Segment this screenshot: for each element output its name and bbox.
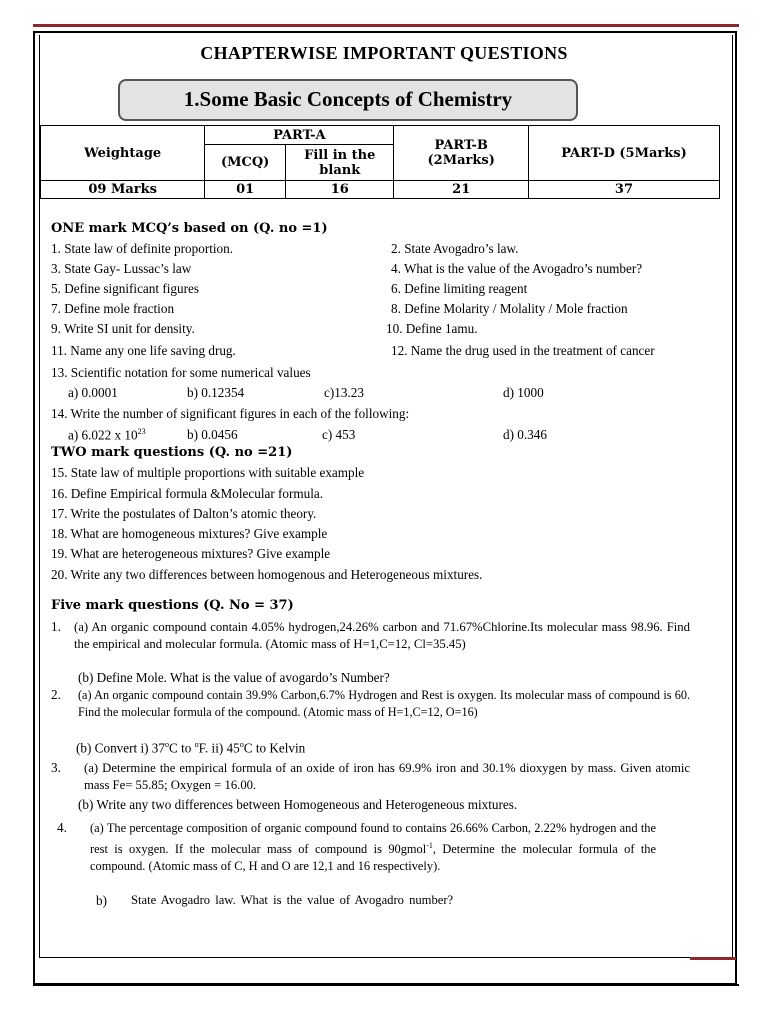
q13-option: a) 0.0001 (68, 385, 118, 400)
q14-option-a-base: a) 6.022 x 10 (68, 427, 138, 443)
mcq-item: 1. State law of definite proportion. (51, 241, 234, 256)
q3a-text: (a) Determine the empirical formula of an oxide of iron has 69.9% iron and 30.1% dioxygen by mass. Given atomic mass Fe= 55.85; Oxygen = 16.00. (84, 761, 690, 792)
mcq-item: 2. State Avogadro’s law. (391, 241, 519, 256)
five-mark-q4b-label: b) (96, 893, 107, 908)
mcq-item: 6. Define limiting reagent (391, 281, 528, 296)
q2b-text-1: (b) Convert i) 37 (76, 740, 165, 756)
part-a-header: PART-A (205, 126, 394, 145)
fill-blank-line1: Fill in the (304, 147, 376, 163)
q4a-text-2: , Determine the molecular formula of the compound. (Atomic mass of C, H and O are 12,1 and 16 respectively). (90, 842, 656, 874)
fill-blank-line2: blank (319, 162, 361, 178)
q14-option: c) 453 (322, 427, 356, 442)
chapter-title-box (118, 79, 578, 121)
part-b-question-no: 21 (394, 181, 528, 199)
part-d-question-no: 37 (528, 181, 719, 199)
five-mark-number: 2. (51, 687, 61, 702)
two-mark-item: 15. State law of multiple proportions with suitable example (51, 465, 365, 480)
five-mark-number: 1. (51, 619, 61, 634)
mcq-item: 4. What is the value of the Avogadro’s number? (391, 261, 643, 276)
q14-option: d) 0.346 (503, 427, 547, 442)
mcq-item: 5. Define significant figures (51, 281, 199, 296)
part-b-title: PART-B (434, 138, 488, 153)
page-title: CHAPTERWISE IMPORTANT QUESTIONS (200, 43, 568, 63)
mcq-item: 3. State Gay- Lussac’s law (51, 261, 192, 276)
fill-blank-header (286, 145, 394, 181)
weightage-table (40, 125, 720, 199)
five-mark-q2a (78, 687, 690, 721)
five-mark-q1a (74, 619, 690, 653)
part-b-subtitle: (2Marks) (427, 153, 495, 168)
q13-option: c)13.23 (324, 385, 364, 400)
degree-sign: o (165, 740, 169, 749)
mcq-item: 11. Name any one life saving drug. (51, 343, 236, 358)
footer-accent-rule (690, 957, 736, 960)
mcq-header: (MCQ) (205, 145, 286, 181)
mcq-item-14: 14. Write the number of significant figures in each of the following: (51, 406, 410, 421)
two-mark-item: 16. Define Empirical formula &Molecular formula. (51, 486, 324, 501)
mcq-item: 10. Define 1amu. (386, 321, 478, 336)
q2b-text-4: C to Kelvin (243, 740, 306, 756)
q14-option-a-exponent: 23 (137, 427, 146, 436)
one-mark-heading: ONE mark MCQ’s based on (Q. no =1) (51, 221, 328, 236)
mcq-question-no: 01 (205, 181, 286, 199)
mcq-item-13: 13. Scientific notation for some numerical values (51, 365, 311, 380)
q14-option (68, 427, 146, 443)
total-marks: 09 Marks (41, 181, 205, 199)
q2b-text-3: F. ii) 45 (198, 740, 240, 756)
mcq-item: 7. Define mole fraction (51, 301, 175, 316)
fill-question-no: 16 (286, 181, 394, 199)
mcq-item: 12. Name the drug used in the treatment of cancer (391, 343, 655, 358)
five-mark-q4b: State Avogadro law. What is the value of Avogadro number? (131, 893, 454, 907)
two-mark-item: 18. What are homogeneous mixtures? Give example (51, 526, 328, 541)
q2a-text: (a) An organic compound contain 39.9% Carbon,6.7% Hydrogen and Rest is oxygen. Its molecular mass of compound is 60. Find the molecular formula of the compound. (Atomic mass of H=1,C=12, O=16) (78, 688, 690, 719)
mcq-item: 9. Write SI unit for density. (51, 321, 195, 336)
two-mark-item: 20. Write any two differences between homogenous and Heterogeneous mixtures. (51, 567, 483, 582)
chapter-title: 1.Some Basic Concepts of Chemistry (183, 87, 513, 111)
q4a-text-1: (a) The percentage composition of organic compound found to contains 26.66% Carbon, 2.22% hydrogen and the rest is oxygen. If the molecular mass of compound is 90gmol (90, 821, 656, 857)
two-mark-item: 17. Write the postulates of Dalton’s atomic theory. (51, 506, 317, 521)
q13-option: d) 1000 (503, 385, 544, 400)
q13-option: b) 0.12354 (187, 385, 245, 400)
five-mark-q3b: (b) Write any two differences between Homogeneous and Heterogeneous mixtures. (78, 797, 518, 812)
q14-option: b) 0.0456 (187, 427, 238, 442)
five-mark-q1b: (b) Define Mole. What is the value of avogardo’s Number? (78, 670, 390, 685)
part-b-header (394, 126, 528, 181)
five-mark-q3a (84, 760, 690, 794)
degree-sign: o (194, 740, 199, 749)
degree-sign: o (239, 740, 244, 749)
five-mark-heading: Five mark questions (Q. No = 37) (51, 598, 294, 613)
page-border-bottom (33, 984, 739, 986)
five-mark-q4a (90, 820, 656, 875)
weightage-label: Weightage (41, 126, 205, 181)
five-mark-number: 4. (57, 820, 67, 835)
two-mark-heading: TWO mark questions (Q. no =21) (51, 445, 293, 460)
mcq-item: 8. Define Molarity / Molality / Mole fraction (391, 301, 628, 316)
q2b-text-2: C to (169, 740, 195, 756)
part-d-header: PART-D (5Marks) (528, 126, 719, 181)
top-rule (33, 24, 739, 27)
five-mark-number: 3. (51, 760, 61, 775)
q4a-exponent: -1 (426, 841, 433, 850)
five-mark-q2b (76, 740, 305, 756)
q1a-text: (a) An organic compound contain 4.05% hydrogen,24.26% carbon and 71.67%Chlorine.Its molecular mass 98.96. Find the empirical and molecular formula. (Atomic mass of H=1,C=12, Cl=35.45) (74, 620, 690, 651)
two-mark-item: 19. What are heterogeneous mixtures? Give example (51, 546, 331, 561)
